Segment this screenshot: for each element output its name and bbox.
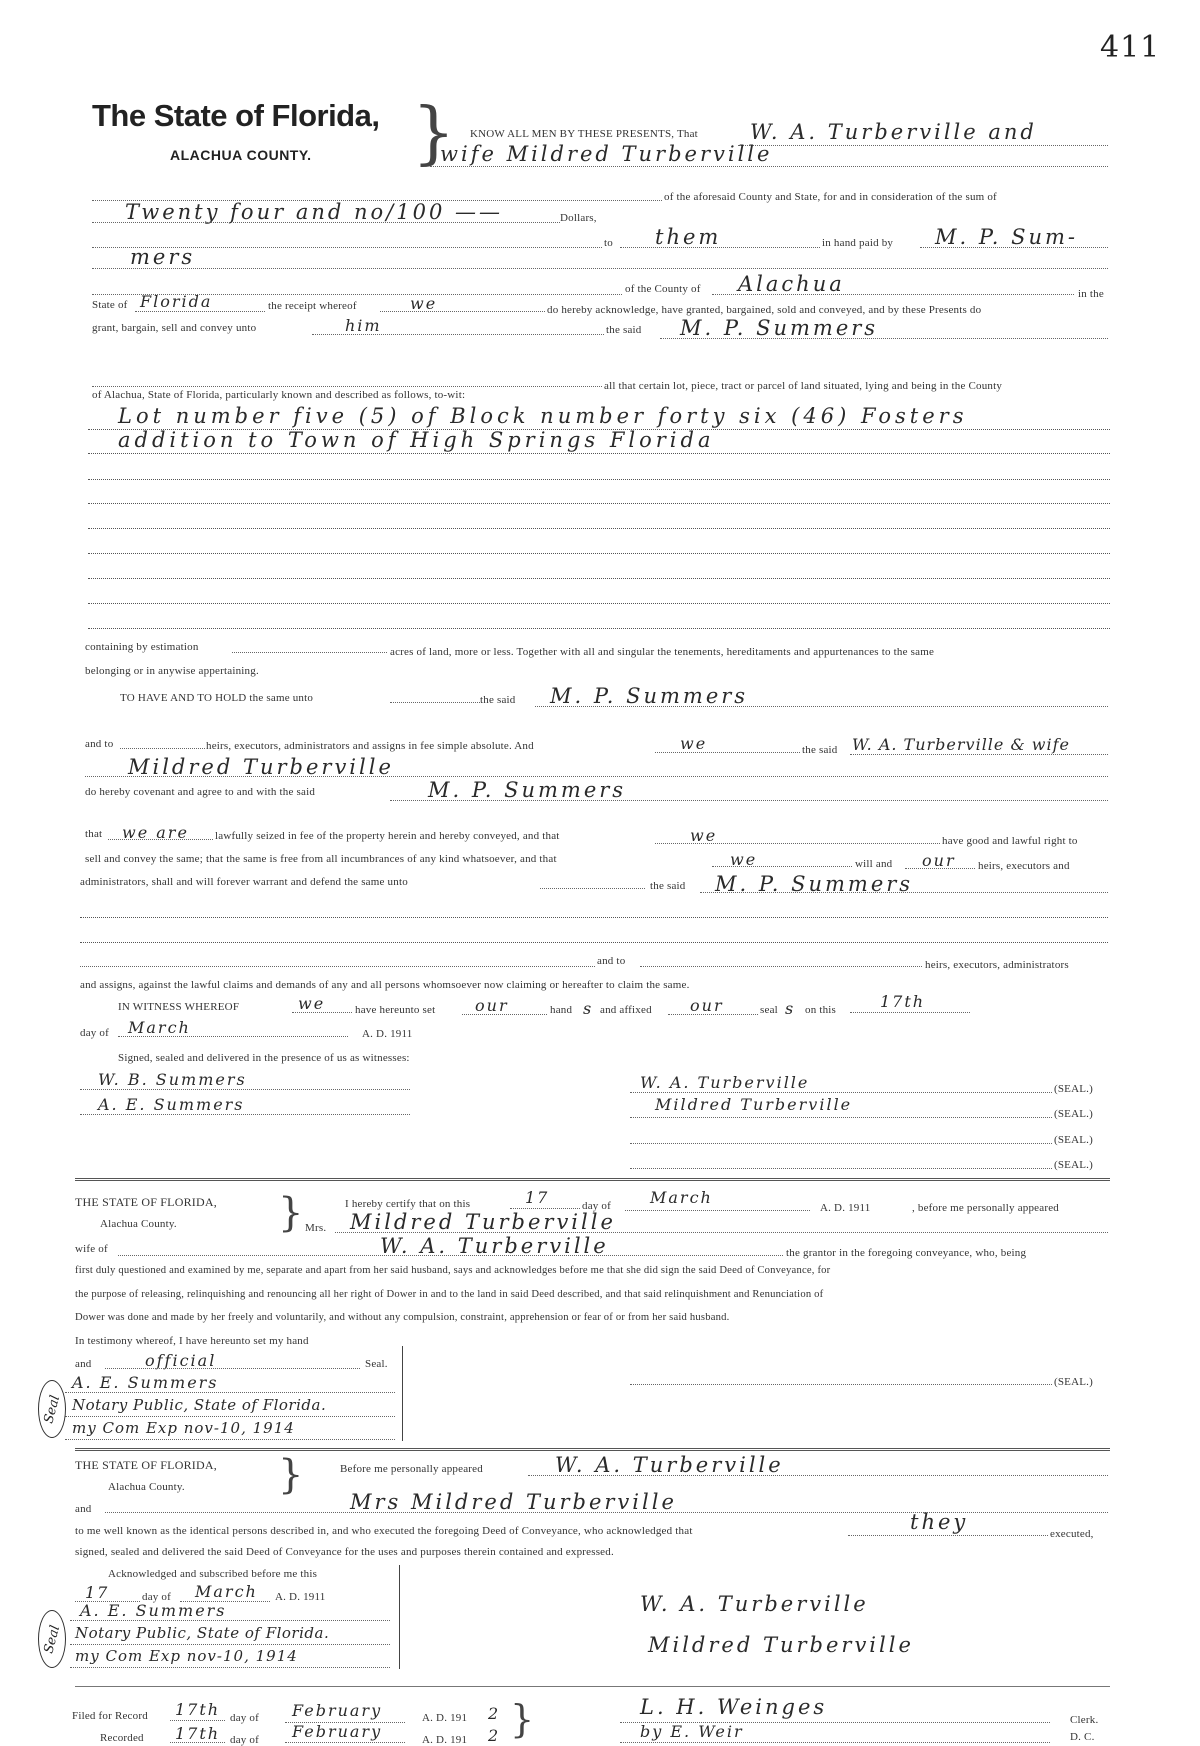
witness-2-handwritten: A. E. Summers [98, 1095, 245, 1114]
dower-month-handwritten: March [650, 1188, 713, 1207]
witness-1-handwritten: W. B. Summers [98, 1070, 247, 1089]
record-rec-year-handwritten: 2 [488, 1726, 501, 1745]
description-line-2: addition to Town of High Springs Florida [118, 428, 715, 452]
ack-and-handwritten: Mrs Mildred Turberville [350, 1490, 677, 1514]
dower-county: Alachua County. [100, 1218, 177, 1230]
seal-handwritten: s [785, 999, 796, 1018]
sell-handwritten: we [730, 850, 758, 869]
ack-day-of-text: day of [142, 1591, 171, 1603]
dower-notary-handwritten: A. E. Summers [72, 1373, 219, 1392]
paid-by-handwritten-2: mers [130, 245, 196, 269]
affixed-handwritten: our [690, 996, 724, 1015]
grantor-signature-2: Mildred Turberville [655, 1095, 853, 1114]
seal-label-4: (SEAL.) [1054, 1159, 1093, 1171]
witness-handwritten: we [298, 994, 326, 1013]
dower-state: THE STATE OF FLORIDA, [75, 1195, 217, 1209]
record-dc-handwritten: by E. Weir [640, 1722, 744, 1741]
dower-seal-word: Seal. [365, 1358, 388, 1370]
record-clerk-text: Clerk. [1070, 1714, 1099, 1726]
ack-before-handwritten: W. A. Turberville [555, 1453, 784, 1477]
record-filed-day-handwritten: 17th [175, 1700, 221, 1719]
the-said-2-text: the said [802, 744, 838, 756]
habendum-handwritten: M. P. Summers [550, 684, 749, 708]
record-rec-day-of: day of [230, 1734, 259, 1746]
seized-handwritten: we [690, 826, 718, 845]
that-text: that [85, 828, 103, 840]
to-handwritten: them [655, 225, 722, 249]
dower-notary-bracket [398, 1346, 403, 1441]
county-handwritten: Alachua [738, 272, 845, 296]
record-filed-text: Filed for Record [72, 1710, 148, 1722]
grant-bargain-text: grant, bargain, sell and convey unto [92, 322, 257, 334]
administrators-text: administrators, shall and will forever warrant and defend the same unto [80, 876, 408, 888]
ack-month-handwritten: March [195, 1582, 258, 1601]
ad-year-text: A. D. 1911 [362, 1028, 413, 1040]
said-handwritten: M. P. Summers [680, 316, 879, 340]
record-clerk-handwritten: L. H. Weinges [640, 1695, 828, 1719]
dower-commission-handwritten: my Com Exp nov-10, 1914 [72, 1419, 295, 1437]
set-handwritten: our [475, 996, 509, 1015]
month-handwritten: March [128, 1018, 191, 1037]
record-filed-year-handwritten: 2 [488, 1704, 501, 1723]
ack-day-handwritten: 17 [85, 1583, 110, 1602]
grantors-line-2: wife Mildred Turberville [440, 142, 773, 166]
dower-mrs-text: Mrs. [305, 1222, 327, 1234]
will-and-text: will and [855, 858, 893, 870]
dower-seal-stamp: Seal [38, 1380, 66, 1438]
heirs-exec-text: heirs, executors and [978, 860, 1070, 872]
dower-day-handwritten: 17 [525, 1188, 550, 1207]
dower-wife-of-text: wife of [75, 1243, 108, 1255]
and-to-2-text: and to [597, 955, 626, 967]
ack-they-handwritten: they [910, 1510, 969, 1534]
dower-body-2: the purpose of releasing, relinquishing and renouncing all her right of Dower in and to the land in said Deed described, and that said relinquishment and Renunciation of [75, 1289, 824, 1300]
dollars-text: Dollars, [560, 212, 597, 224]
dower-grantor-text: the grantor in the foregoing conveyance, who, being [786, 1247, 1027, 1259]
ack-signed-sealed-text: signed, sealed and delivered the said Deed of Conveyance for the uses and purposes therein contained and expressed. [75, 1546, 614, 1558]
acknowledge-text: do hereby acknowledge, have granted, bargained, sold and conveyed, and by these Presents do [547, 304, 982, 316]
ack-brace: } [278, 1452, 304, 1498]
dower-husband-handwritten: W. A. Turberville [380, 1234, 609, 1258]
defend-handwritten: M. P. Summers [715, 872, 914, 896]
record-filed-month-handwritten: February [292, 1701, 383, 1720]
seized-text: lawfully seized in fee of the property herein and hereby conveyed, and that [215, 830, 560, 842]
dower-testimony-text: In testimony whereof, I have hereunto set my hand [75, 1335, 309, 1347]
witness-text: IN WITNESS WHEREOF [118, 1001, 240, 1013]
record-rec-day-handwritten: 17th [175, 1724, 221, 1743]
assigns-text: and assigns, against the lawful claims and demands of any and all persons whomsoever now claiming or hereafter to claim the same. [80, 979, 690, 991]
dower-body-1: first duly questioned and examined by me, separate and apart from her said husband, says and acknowledges before me that she did sign the said Deed of Conveyance, for [75, 1265, 831, 1276]
dower-and-text: and [75, 1358, 92, 1370]
grantors-line-1: W. A. Turberville and [750, 120, 1037, 144]
seal-word-text: seal [760, 1004, 778, 1016]
the-said-text: the said [606, 324, 642, 336]
seal-label-1: (SEAL.) [1054, 1083, 1093, 1095]
ack-executed-text: executed, [1050, 1528, 1094, 1540]
containing-text: containing by estimation [85, 641, 199, 653]
in-the-text: in the [1078, 288, 1104, 300]
sell-convey-text: sell and convey the same; that the same is free from all incumbrances of any kind whatsoever, and that [85, 853, 557, 865]
ack-commission-handwritten: my Com Exp nov-10, 1914 [75, 1647, 298, 1665]
belonging-text: belonging or in anywise appertaining. [85, 665, 259, 677]
section-divider-3 [75, 1686, 1110, 1687]
hand-handwritten: s [583, 999, 594, 1018]
ack-ad-text: A. D. 1911 [275, 1591, 326, 1603]
grantor-signature-1: W. A. Turberville [640, 1073, 810, 1092]
section-divider-1 [75, 1178, 1110, 1181]
dower-before-me-text: , before me personally appeared [912, 1202, 1059, 1214]
habendum-text: TO HAVE AND TO HOLD the same unto [120, 692, 314, 704]
paid-by-handwritten-1: M. P. Sum- [935, 225, 1078, 249]
state-heading: The State of Florida, [92, 98, 380, 133]
sum-handwritten: Twenty four and no/100 —— [125, 200, 503, 224]
seal-label-2: (SEAL.) [1054, 1108, 1093, 1120]
good-right-text: have good and lawful right to [942, 835, 1078, 847]
state-handwritten: Florida [140, 292, 213, 311]
receipt-whereof-text: the receipt whereof [268, 300, 357, 312]
receipt-handwritten: we [410, 294, 438, 313]
to-text: to [604, 237, 613, 249]
day-handwritten: 17th [880, 992, 926, 1011]
affixed-text: and affixed [600, 1004, 652, 1016]
covenant-handwritten: M. P. Summers [428, 778, 627, 802]
ack-seal-stamp: Seal [38, 1610, 66, 1668]
dower-certify-text: I hereby certify that on this [345, 1198, 471, 1210]
on-this-text: on this [805, 1004, 837, 1016]
deed-intro: KNOW ALL MEN BY THESE PRESENTS, That [470, 128, 698, 140]
description-line-1: Lot number five (5) of Block number forty six (46) Fosters [118, 404, 968, 428]
and-handwritten: we [680, 734, 708, 753]
ack-acknowledged-text: Acknowledged and subscribed before me this [108, 1568, 318, 1580]
dower-body-3: Dower was done and made by her freely and voluntarily, and without any compulsion, constraint, apprehension or fear of or from her said husband. [75, 1312, 730, 1323]
ack-notary-title-handwritten: Notary Public, State of Florida. [75, 1624, 330, 1642]
dower-ad-text: A. D. 1911 [820, 1202, 871, 1214]
record-rec-month-handwritten: February [292, 1722, 383, 1741]
day-of-text: day of [80, 1027, 109, 1039]
ack-before-text: Before me personally appeared [340, 1463, 483, 1475]
record-dc-text: D. C. [1070, 1731, 1095, 1743]
record-brace: } [510, 1697, 535, 1741]
all-certain-text: all that certain lot, piece, tract or parcel of land situated, lying and being in the County [604, 380, 1003, 392]
section-divider-2 [75, 1448, 1110, 1451]
record-rec-ad: A. D. 191 [422, 1734, 468, 1746]
have-hereunto-text: have hereunto set [355, 1004, 436, 1016]
ack-signature-1: W. A. Turberville [640, 1592, 869, 1616]
ack-notary-handwritten: A. E. Summers [80, 1601, 227, 1620]
that-handwritten: we are [122, 823, 189, 842]
dower-seal-label: (SEAL.) [1054, 1376, 1093, 1388]
defend-said-text: the said [650, 880, 686, 892]
seal-label-3: (SEAL.) [1054, 1134, 1093, 1146]
record-filed-ad: A. D. 191 [422, 1712, 468, 1724]
record-filed-day-of: day of [230, 1712, 259, 1724]
dower-official-handwritten: official [145, 1351, 217, 1370]
paid-by-text: in hand paid by [822, 237, 894, 249]
acres-text: acres of land, more or less. Together with all and singular the tenements, hereditaments and appurtenances to the same [390, 646, 935, 658]
state-of-text: State of [92, 299, 128, 311]
and-to-text: and to [85, 738, 114, 750]
ack-and-text: and [75, 1503, 92, 1515]
ack-state: THE STATE OF FLORIDA, [75, 1458, 217, 1472]
ack-notary-bracket [395, 1565, 400, 1669]
heading-brace: } [412, 94, 456, 173]
signed-text: Signed, sealed and delivered in the presence of us as witnesses: [118, 1052, 410, 1064]
said-2-handwritten: W. A. Turberville & wife [852, 735, 1071, 754]
mildred-handwritten: Mildred Turberville [128, 755, 394, 779]
of-alachua-text: of Alachua, State of Florida, particularly known and described as follows, to-wit: [92, 389, 466, 401]
covenant-text: do hereby covenant and agree to and with the said [85, 786, 316, 798]
ack-signature-2: Mildred Turberville [648, 1633, 914, 1657]
habendum-said-text: the said [480, 694, 516, 706]
record-recorded-text: Recorded [100, 1732, 144, 1744]
page-number: 411 [1100, 30, 1161, 65]
ack-county: Alachua County. [108, 1481, 185, 1493]
heirs-exec-2-text: heirs, executors, administrators [925, 959, 1069, 971]
county-heading: ALACHUA COUNTY. [170, 147, 312, 163]
unto-handwritten: him [345, 316, 382, 335]
will-handwritten: our [922, 851, 956, 870]
dower-notary-title-handwritten: Notary Public, State of Florida. [72, 1396, 327, 1414]
dower-mrs-handwritten: Mildred Turberville [350, 1210, 616, 1234]
ack-well-known-text: to me well known as the identical persons described in, and who executed the foregoing Deed of Conveyance, who acknowledged that [75, 1525, 693, 1537]
heirs-fee-text: heirs, executors, administrators and assigns in fee simple absolute. And [206, 740, 534, 752]
dower-brace: } [278, 1190, 304, 1236]
of-county-text: of the County of [625, 283, 701, 295]
aforesaid-text: of the aforesaid County and State, for and in consideration of the sum of [664, 191, 997, 203]
dower-day-of-text: day of [582, 1200, 611, 1212]
hand-text: hand [550, 1004, 573, 1016]
